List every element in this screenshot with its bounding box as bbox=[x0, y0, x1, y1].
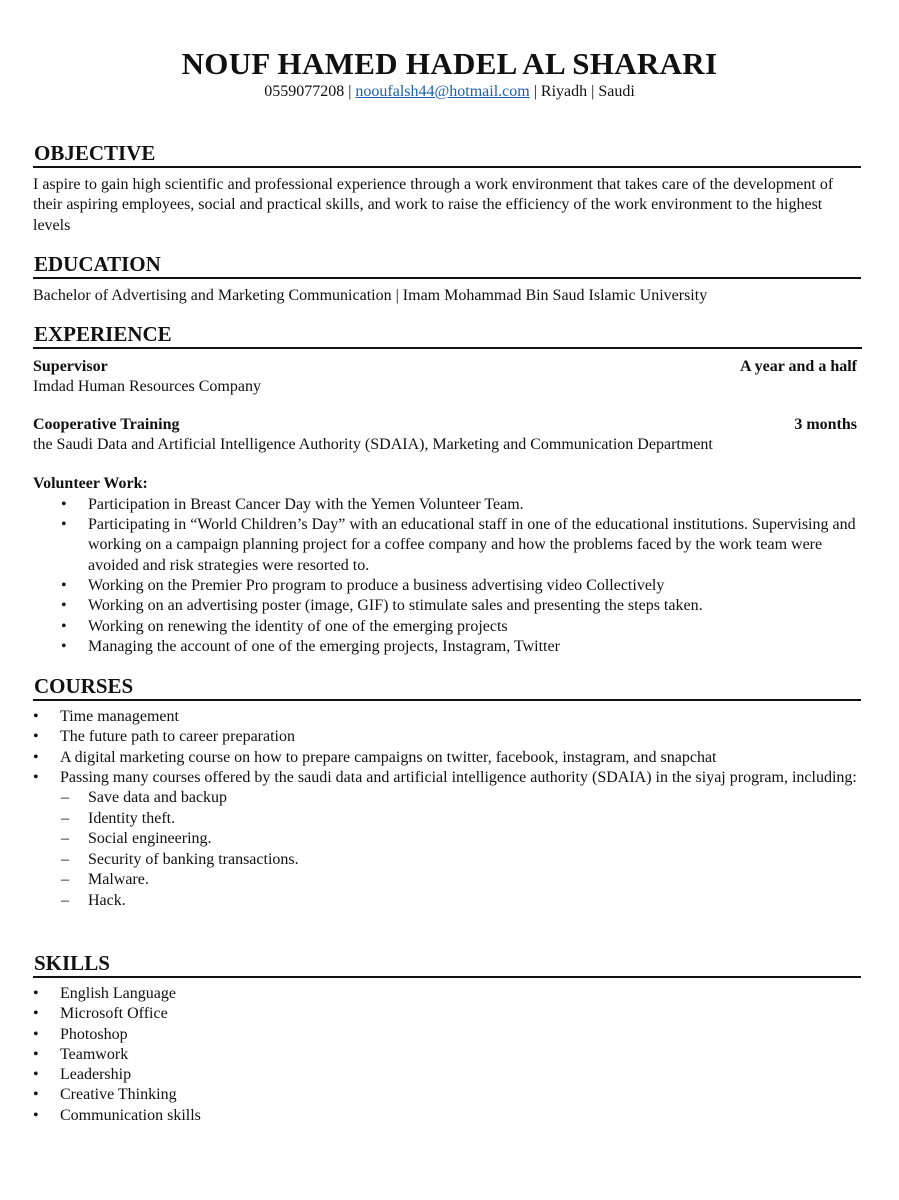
list-item-text: Photoshop bbox=[60, 1025, 128, 1043]
list-item-text: English Language bbox=[60, 985, 176, 1002]
email-link[interactable]: nooufalsh44@hotmail.com bbox=[355, 83, 530, 100]
section-title-skills: SKILLS bbox=[33, 951, 861, 978]
objective-text: I aspire to gain high scientific and professional experience through a work environment that takes care of the development of their aspiring employees, social and practical skills, and work to raise the efficiency of the work environment to the highest levels bbox=[33, 176, 834, 234]
job-duration: 3 months bbox=[794, 416, 857, 434]
list-item bbox=[33, 1106, 861, 1126]
list-item bbox=[33, 727, 861, 747]
bullet-icon: • bbox=[61, 637, 67, 655]
list-item-text: The future path to career preparation bbox=[60, 728, 295, 746]
dash-icon: – bbox=[61, 891, 69, 909]
list-item-text: Teamwork bbox=[60, 1045, 129, 1063]
list-item bbox=[33, 984, 861, 1004]
phone-number: 0559077208 bbox=[264, 83, 345, 100]
list-item bbox=[61, 495, 857, 515]
skills-section bbox=[33, 951, 861, 1126]
list-item-text: Microsoft Office bbox=[60, 1005, 168, 1023]
list-item-text: Working on the Premier Pro program to produce a business advertising video Collectively bbox=[88, 577, 665, 595]
section-title-experience: EXPERIENCE bbox=[33, 322, 862, 349]
job-organization: Imdad Human Resources Company bbox=[33, 378, 261, 395]
list-item-text: Participating in “World Children’s Day” with an educational staff in one of the educational institutions. Supervising and working on a campaign planning project for a coffee company and how the problems faced by the work team were avoided and risk strategies were resorted to. bbox=[88, 516, 856, 574]
job-header bbox=[33, 357, 857, 377]
list-item bbox=[61, 637, 857, 657]
job-role: Cooperative Training bbox=[33, 416, 180, 434]
contact-separator: | bbox=[344, 83, 356, 100]
list-item bbox=[61, 515, 857, 576]
list-item bbox=[33, 748, 861, 768]
bullet-icon: • bbox=[61, 577, 67, 595]
location-text: | Riyadh | Saudi bbox=[529, 83, 635, 100]
list-item-text: Managing the account of one of the emerging projects, Instagram, Twitter bbox=[88, 637, 560, 655]
dash-icon: – bbox=[61, 830, 69, 848]
dash-icon: – bbox=[61, 871, 69, 889]
sub-list-item bbox=[61, 788, 861, 809]
list-item-text: Participation in Breast Cancer Day with the Yemen Volunteer Team. bbox=[88, 495, 524, 513]
dash-icon: – bbox=[61, 850, 69, 868]
job-organization: the Saudi Data and Artificial Intelligence Authority (SDAIA), Marketing and Communication Department bbox=[33, 436, 713, 454]
bullet-icon: • bbox=[61, 495, 67, 513]
bullet-icon: • bbox=[33, 1025, 39, 1043]
list-item-text: Communication skills bbox=[60, 1106, 201, 1124]
section-title-objective: OBJECTIVE bbox=[33, 141, 861, 168]
job-entry bbox=[33, 415, 857, 455]
sub-list-item bbox=[61, 870, 861, 891]
list-item bbox=[33, 1025, 861, 1045]
dash-icon: – bbox=[61, 809, 69, 827]
list-item bbox=[33, 1085, 861, 1105]
list-item bbox=[33, 707, 861, 727]
bullet-icon: • bbox=[33, 708, 39, 725]
bullet-icon: • bbox=[33, 748, 39, 766]
list-item-text: Passing many courses offered by the saudi data and artificial intelligence authority (SDAIA) in the siyaj program, including: bbox=[60, 768, 857, 786]
bullet-icon: • bbox=[33, 1086, 39, 1104]
list-item-text: Working on renewing the identity of one of the emerging projects bbox=[88, 617, 508, 635]
sub-list-item bbox=[61, 891, 861, 912]
sub-list-item-text: Social engineering. bbox=[88, 830, 212, 848]
sub-list-item bbox=[61, 809, 861, 830]
courses-section bbox=[33, 674, 861, 911]
sub-list-item-text: Malware. bbox=[88, 871, 149, 889]
section-title-courses: COURSES bbox=[33, 674, 861, 701]
bullet-icon: • bbox=[61, 516, 67, 534]
bullet-icon: • bbox=[33, 985, 39, 1002]
bullet-icon: • bbox=[33, 1066, 39, 1084]
course-sublist bbox=[33, 788, 861, 911]
volunteer-list bbox=[33, 495, 857, 657]
sub-list-item bbox=[61, 829, 861, 850]
section-title-education: EDUCATION bbox=[33, 252, 861, 279]
experience-section bbox=[33, 322, 857, 657]
sub-list-item-text: Security of banking transactions. bbox=[88, 850, 299, 868]
list-item-text: Time management bbox=[60, 708, 179, 725]
bullet-icon: • bbox=[33, 1106, 39, 1124]
bullet-icon: • bbox=[61, 597, 67, 615]
sub-list-item bbox=[61, 850, 861, 871]
sub-list-item-text: Identity theft. bbox=[88, 809, 176, 827]
objective-section bbox=[33, 141, 861, 236]
skills-list bbox=[33, 984, 861, 1126]
list-item bbox=[33, 1065, 861, 1085]
bullet-icon: • bbox=[33, 768, 39, 786]
list-item bbox=[61, 596, 857, 616]
job-entry bbox=[33, 357, 857, 397]
candidate-name: NOUF HAMED HADEL AL SHARARI bbox=[181, 46, 718, 81]
bullet-icon: • bbox=[61, 617, 67, 635]
list-item-text: A digital marketing course on how to prepare campaigns on twitter, facebook, instagram, and snapchat bbox=[60, 748, 717, 766]
list-item bbox=[33, 768, 861, 788]
job-role: Supervisor bbox=[33, 358, 108, 375]
job-duration: A year and a half bbox=[739, 358, 857, 375]
contact-line bbox=[0, 82, 899, 102]
list-item-text: Leadership bbox=[60, 1066, 132, 1084]
bullet-icon: • bbox=[33, 1005, 39, 1023]
list-item bbox=[61, 617, 857, 637]
list-item-text: Creative Thinking bbox=[60, 1086, 177, 1104]
bullet-icon: • bbox=[33, 728, 39, 746]
list-item bbox=[33, 1045, 861, 1065]
volunteer-title: Volunteer Work: bbox=[33, 474, 148, 492]
education-text: Bachelor of Advertising and Marketing Communication | Imam Mohammad Bin Saud Islamic University bbox=[33, 287, 708, 304]
courses-list bbox=[33, 707, 861, 788]
sub-list-item-text: Save data and backup bbox=[88, 789, 228, 807]
list-item-text: Working on an advertising poster (image, GIF) to stimulate sales and presenting the steps taken. bbox=[88, 597, 703, 615]
dash-icon: – bbox=[61, 789, 69, 807]
education-section bbox=[33, 252, 861, 306]
sub-list-item-text: Hack. bbox=[88, 891, 126, 909]
job-header bbox=[33, 415, 857, 435]
list-item bbox=[33, 1004, 861, 1024]
list-item bbox=[61, 576, 857, 596]
bullet-icon: • bbox=[33, 1045, 39, 1063]
